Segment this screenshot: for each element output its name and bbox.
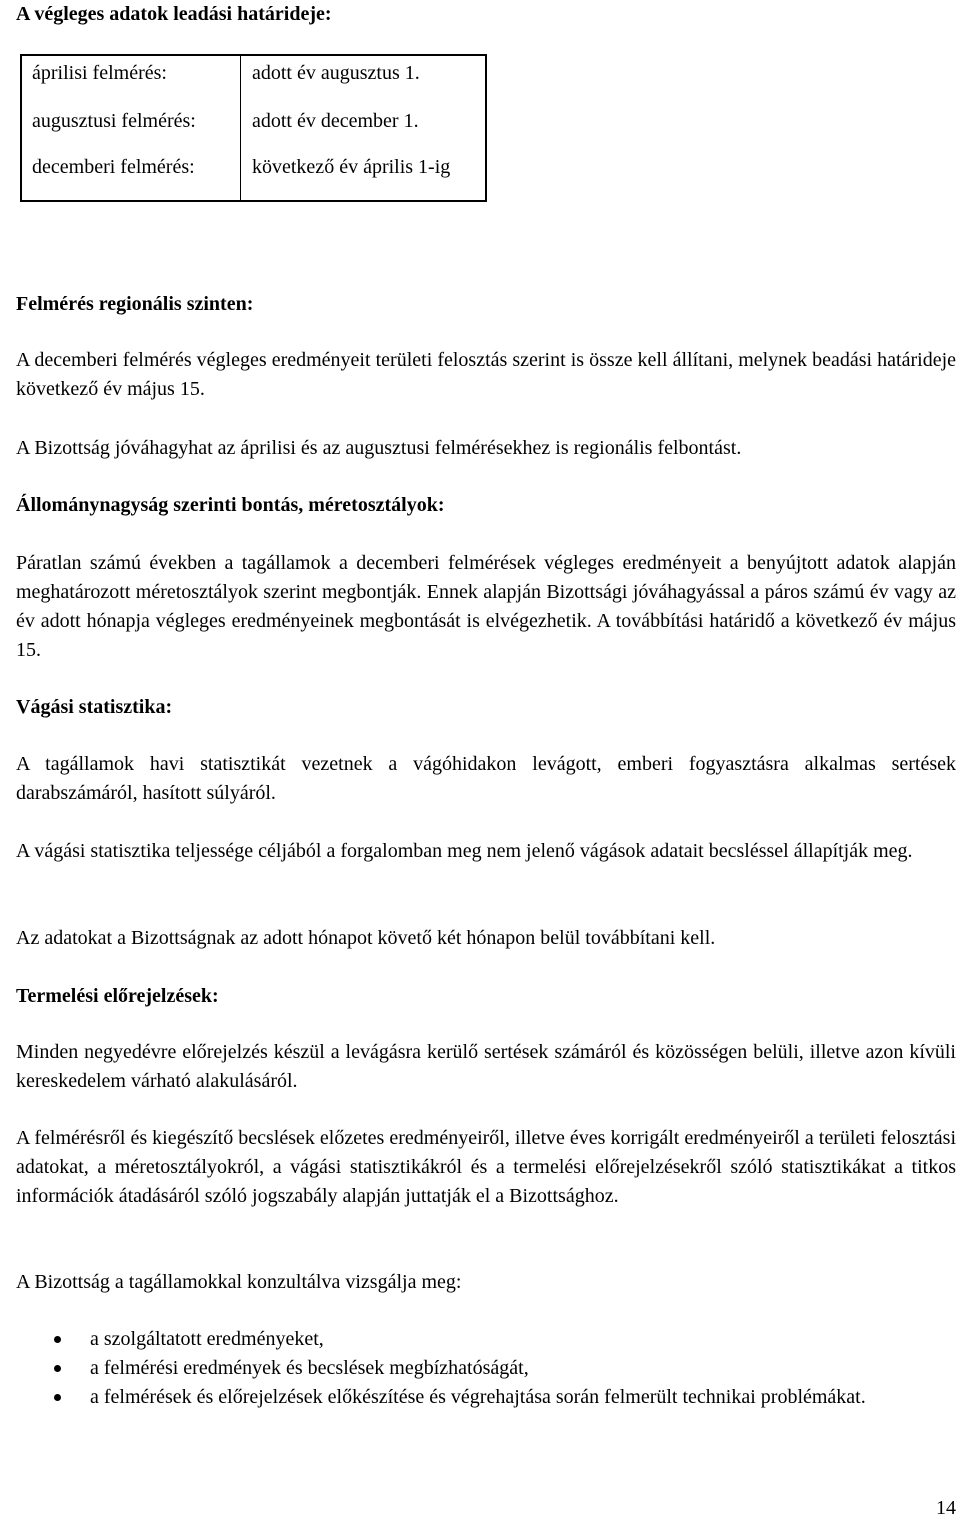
survey-cell: decemberi felmérés:: [32, 156, 195, 179]
slaughter-paragraph-3: Az adatokat a Bizottságnak az adott hónapot követő két hónapon belül továbbítani kell.: [16, 927, 716, 949]
list-item-text: a felmérési eredmények és becslések megbízhatóságát,: [90, 1357, 529, 1379]
survey-cell: augusztusi felmérés:: [32, 110, 196, 133]
forecasts-heading: Termelési előrejelzések:: [16, 985, 219, 1007]
table-row: [21, 153, 486, 201]
regional-heading: Felmérés regionális szinten:: [16, 293, 254, 315]
page-number: 14: [936, 1497, 956, 1519]
list-item: [16, 1383, 956, 1412]
forecasts-paragraph-3: A Bizottság a tagállamokkal konzultálva vizsgálja meg:: [16, 1271, 462, 1293]
forecasts-paragraph-2: A felmérésről és kiegészítő becslések előzetes eredményeiről, illetve éves korrigált eredményeiről a területi felosztási adatokat, a méretosztályokról, a vágási statisztikákról és a termelési előrejelzésekről szóló statisztikákat a titkos információk átadásáról szóló jogszabály alapján juttatják el a Bizottsághoz.: [16, 1127, 956, 1207]
regional-paragraph-1: A decemberi felmérés végleges eredményeit területi felosztás szerint is össze kell állítani, melynek beadási határideje következő év május 15.: [16, 349, 956, 400]
slaughter-paragraph-2: A vágási statisztika teljessége céljából a forgalomban meg nem jelenő vágások adatait becsléssel állapítják meg.: [16, 840, 913, 862]
slaughter-heading: Vágási statisztika:: [16, 696, 173, 718]
forecasts-paragraph-1: Minden negyedévre előrejelzés készül a levágásra kerülő sertések számáról és közösségen belüli, illetve azon kívüli kereskedelem várható alakulásáról.: [16, 1041, 956, 1092]
list-item: [16, 1325, 956, 1354]
list-item-text: a szolgáltatott eredményeket,: [90, 1328, 324, 1350]
bullet-icon: [54, 1394, 61, 1401]
bullet-icon: [54, 1336, 61, 1343]
deadline-cell: adott év december 1.: [241, 107, 487, 153]
deadlines-heading: A végleges adatok leadási határideje:: [16, 3, 332, 25]
deadlines-table: [20, 54, 487, 202]
table-row: [21, 55, 486, 107]
regional-paragraph-2: A Bizottság jóváhagyhat az áprilisi és az augusztusi felmérésekhez is regionális felbontást.: [16, 437, 742, 459]
size-classes-heading: Állománynagyság szerinti bontás, méretosztályok:: [16, 494, 445, 516]
deadline-cell: következő év április 1-ig: [241, 153, 487, 201]
deadline-cell: adott év augusztus 1.: [241, 55, 487, 107]
size-classes-paragraph: Páratlan számú években a tagállamok a decemberi felmérések végleges eredményeit a benyújtott adatok alapján meghatározott méretosztályok szerint megbontják. Ennek alapján Bizottsági jóváhagyással a páros számú év vagy az év adott hónapja végleges eredményeinek megbontását is elvégezhetik. A továbbítási határidő a következő év május 15.: [16, 552, 956, 661]
table-row: [21, 107, 486, 153]
review-list: [16, 1325, 956, 1412]
slaughter-paragraph-1: A tagállamok havi statisztikát vezetnek a vágóhidakon levágott, emberi fogyasztásra alkalmas sertések darabszámáról, hasított súlyáról.: [16, 753, 956, 804]
bullet-icon: [54, 1365, 61, 1372]
survey-cell: áprilisi felmérés:: [32, 62, 167, 84]
list-item-text: a felmérések és előrejelzések előkészítése és végrehajtása során felmerült technikai problémákat.: [90, 1386, 866, 1408]
list-item: [16, 1354, 956, 1383]
